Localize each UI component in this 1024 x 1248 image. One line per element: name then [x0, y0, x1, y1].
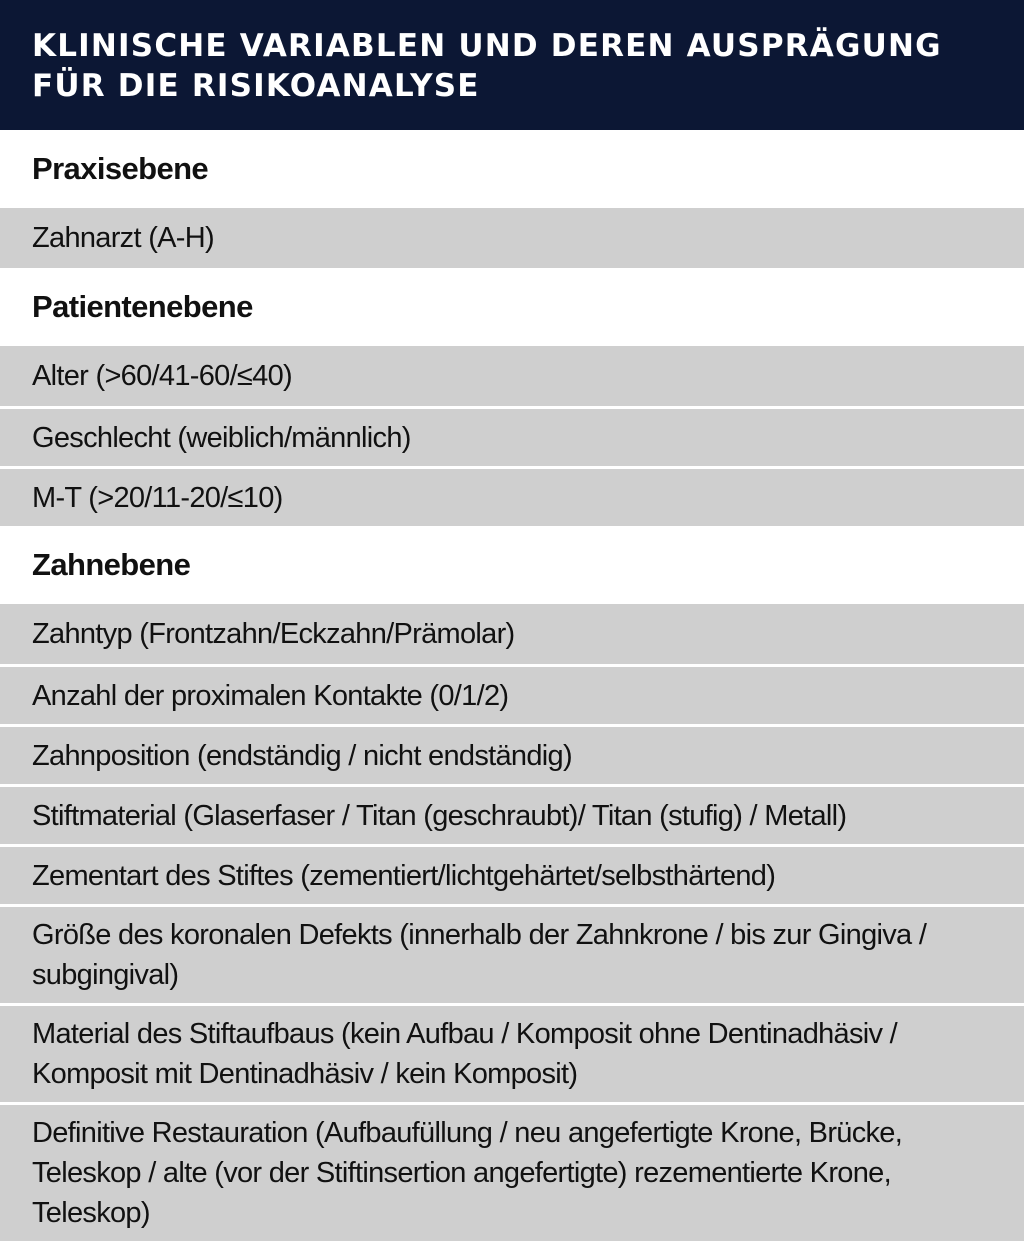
table-row [0, 1003, 1024, 1102]
table-row [0, 406, 1024, 466]
row-text: Material des Stiftaufbaus (kein Aufbau / Komposit ohne Dentinadhäsiv / Komposit mit Dentinadhäsiv / kein Komposit) [32, 1018, 898, 1090]
section-heading-zahnebene: Zahnebene [0, 526, 1024, 604]
row-text: Anzahl der proximalen Kontakte (0/1/2) [32, 679, 509, 712]
row-text: Zahnposition (endständig / nicht endständig) [32, 739, 572, 772]
table-row [0, 724, 1024, 784]
row-text: Definitive Restauration (Aufbaufüllung / neu angefertigte Krone, Brücke, Teleskop / alte (vor der Stiftinsertion angefertigte) rezementierte Krone, Teleskop) [32, 1117, 903, 1229]
section-heading-patientenebene: Patientenebene [0, 268, 1024, 346]
variables-table [0, 130, 1024, 1241]
row-text: Größe des koronalen Defekts (innerhalb der Zahnkrone / bis zur Gingiva / subgingival) [32, 919, 927, 991]
table-row [0, 346, 1024, 406]
table-row [0, 784, 1024, 844]
table-row [0, 1102, 1024, 1241]
table-row [0, 904, 1024, 1003]
table-row [0, 604, 1024, 664]
row-text: Zahntyp (Frontzahn/Eckzahn/Prämolar) [32, 618, 515, 650]
row-text: Stiftmaterial (Glaserfaser / Titan (geschraubt)/ Titan (stufig) / Metall) [32, 799, 847, 832]
row-text: Geschlecht (weiblich/männlich) [32, 421, 411, 454]
row-text: M-T (>20/11-20/≤10) [32, 481, 283, 514]
title-bar [0, 0, 1024, 130]
row-text: Alter (>60/41-60/≤40) [32, 360, 292, 392]
table-row [0, 208, 1024, 268]
section-heading-praxisebene: Praxisebene [0, 130, 1024, 208]
table-row [0, 844, 1024, 904]
row-text: Zementart des Stiftes (zementiert/lichtgehärtet/selbsthärtend) [32, 859, 776, 892]
table-row [0, 466, 1024, 526]
row-text: Zahnarzt (A-H) [32, 222, 214, 254]
document-title: KLINISCHE VARIABLEN UND DEREN AUSPRÄGUNG FÜR DIE RISIKOANALYSE [32, 28, 942, 104]
table-row [0, 664, 1024, 724]
